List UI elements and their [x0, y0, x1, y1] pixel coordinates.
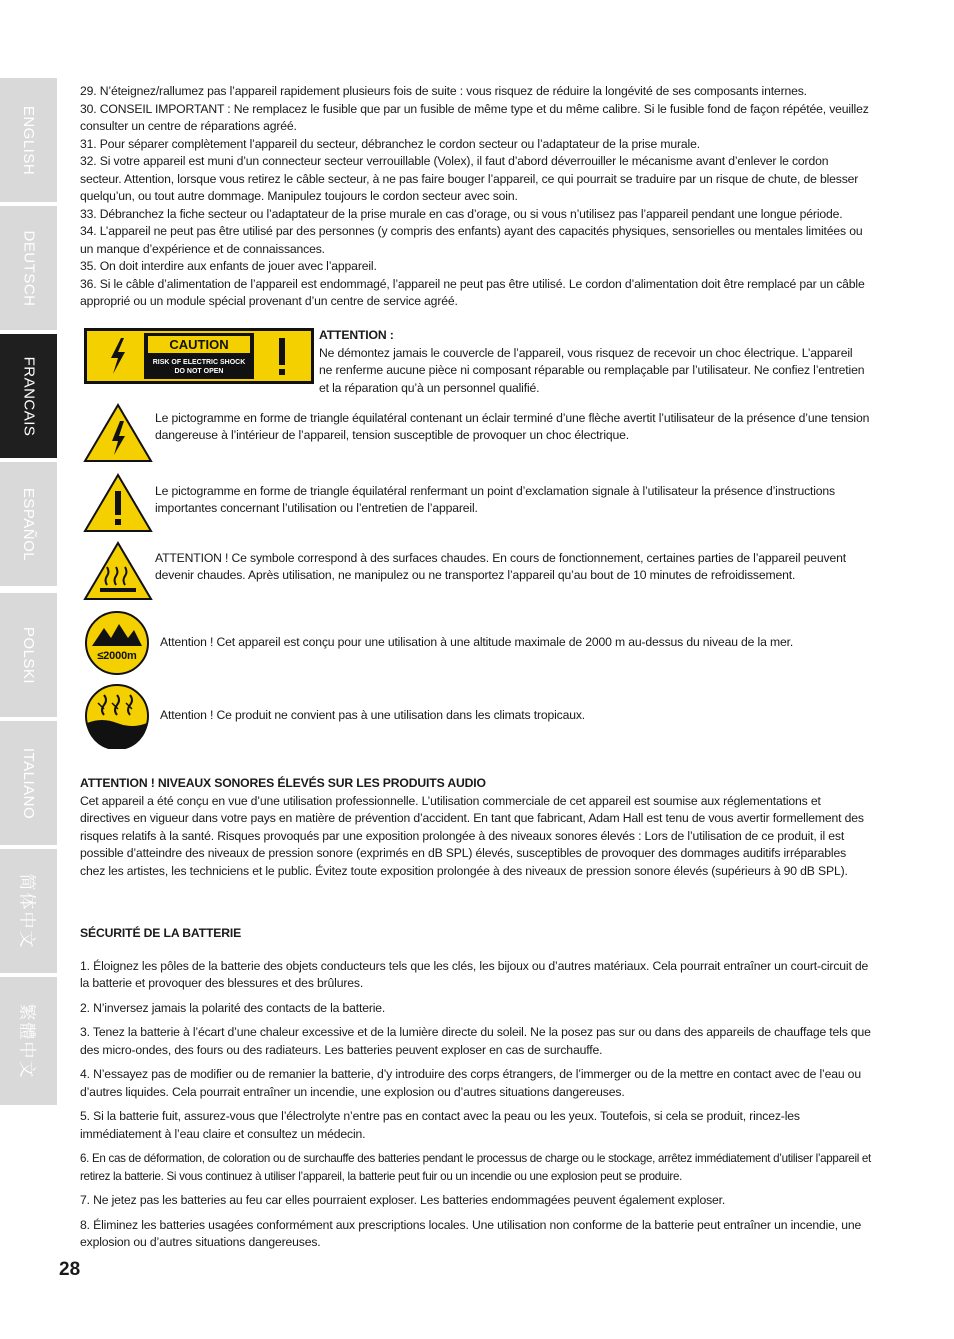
lightning-warning-icon — [83, 403, 153, 463]
hot-surface-icon — [83, 541, 153, 601]
symbol-text-hot: ATTENTION ! Ce symbole correspond à des surfaces chaudes. En cours de fonctionnement, certaines parties de l’appareil peuvent devenir chaudes. Après utilisation, ne manipulez ou ne transportez l’appareil qu’au bout de 10 minutes de refroidissement. — [155, 550, 846, 582]
safety-item: 35. On doit interdire aux enfants de jouer avec l’appareil. — [80, 259, 377, 273]
tab-deutsch[interactable] — [0, 206, 57, 330]
safety-item: 29. N’éteignez/rallumez pas l’appareil rapidement plusieurs fois de suite : vous risquez de réduire la longévité de ses composants internes. — [80, 84, 807, 98]
battery-item: 1. Éloignez les pôles de la batterie des objets conducteurs tels que les clés, les bijoux ou d’autres matériaux. Cela pourrait entraîner un court-circuit de la batterie et provoquer des blessures et des brûlures. — [80, 958, 869, 990]
battery-item: 8. Éliminez les batteries usagées conformément aux prescriptions locales. Une utilisation non conforme de la batterie peut entraîner un incendie, une explosion ou d’autres situations dangereuses. — [80, 1217, 862, 1249]
altitude-badge: ≤2000m — [97, 650, 137, 662]
safety-item: 33. Débranchez la fiche secteur ou l’adaptateur de la prise murale en cas d’orage, ou si vous n’utilisez pas l’appareil pendant une longue période. — [80, 206, 843, 221]
battery-item: 5. Si la batterie fuit, assurez-vous que l’électrolyte n’entre pas en contact avec la peau ou les yeux. Toutefois, si cela se produit, rincez-les immédiatement à l’eau claire et consultez un médecin. — [80, 1109, 800, 1141]
tab-label: POLSKI — [20, 626, 38, 684]
tropical-climate-icon — [84, 683, 150, 749]
symbol-row-hot — [80, 541, 872, 601]
caution-title: CAUTION — [169, 337, 229, 352]
symbol-row-lightning — [80, 403, 872, 463]
attention-block — [319, 327, 867, 397]
sound-level-section — [80, 775, 872, 880]
battery-item: 7. Ne jetez pas les batteries au feu car elles pourraient exploser. Les batteries endommagées peuvent également exploser. — [80, 1193, 726, 1207]
exclamation-warning-icon — [83, 473, 153, 533]
attention-title: ATTENTION : — [319, 328, 394, 342]
attention-text: Ne démontez jamais le couvercle de l’appareil, vous risquez de recevoir un choc électrique. L’appareil ne renferme aucune pièce ni composant réparable ou remplaçable par l’utilisateur. Ne confiez l’entretien et la réparation qu’à un personnel qualifié. — [319, 345, 865, 395]
battery-item: 2. N’inversez jamais la polarité des contacts de la batterie. — [80, 1000, 386, 1015]
safety-item: 30. CONSEIL IMPORTANT : Ne remplacez le fusible que par un fusible de même type et du même calibre. Si le fusible fond de façon répétée, veuillez consulter un centre de réparations agréé. — [80, 101, 869, 133]
battery-item: 3. Tenez la batterie à l’écart d’une chaleur excessive et de la lumière directe du soleil. Ne la posez pas sur ou dans des appareils de chauffage tels que des micro-ondes, des fours ou des radiateurs. Les batteries peuvent exploser en cas de surchauffe. — [80, 1025, 871, 1057]
symbol-text-tropical: Attention ! Ce produit ne convient pas à une utilisation dans les climats tropicaux. — [160, 708, 586, 723]
battery-title: SÉCURITÉ DE LA BATTERIE — [80, 926, 242, 940]
tab-label: FRANCAIS — [20, 356, 37, 436]
caution-line-1: RISK OF ELECTRIC SHOCK — [152, 359, 246, 366]
symbol-row-exclamation — [80, 473, 872, 533]
tab-label: 繁體中文 — [16, 1003, 36, 1079]
sound-level-text: Cet appareil a été conçu en vue d’une utilisation professionnelle. L’utilisation commerciale de cet appareil est soumise aux réglementations et directives en vigueur dans votre pays en matière de prévention d’accident. En tant que fabricant, Adam Hall est tenu de vous avertir formellement des risques relatifs à la santé. Risques provoqués par une exposition prolongée à des niveaux sonores élevés : Lors de l’utilisation de ce produit, il est possible d’atteindre des niveaux de pression sonore (exprimés en dB SPL) élevés, susceptibles de provoquer des dommages auditifs irréparables chez les artistes, les techniciens et le public. Évitez toute exposition prolongée à des niveaux de pression sonore élevés (supérieurs à 90 dB SPL). — [80, 793, 864, 878]
tab-italiano[interactable] — [0, 721, 57, 845]
tab-espanol[interactable] — [0, 462, 57, 586]
mountain-icon — [84, 610, 150, 676]
safety-item: 34. L’appareil ne peut pas être utilisé par des personnes (y compris des enfants) ayant des capacités physiques, sensorielles ou mentales limitées ou un manque d’expérience et de connaissances. — [80, 224, 863, 256]
battery-item: 6. En cas de déformation, de coloration ou de surchauffe des batteries pendant le processus de charge ou le stockage, arrêtez immédiatement d’utiliser l’appareil et retirez la batterie. Si vous continuez à utiliser l’appareil, la batterie peut fuir ou un incendie ou une explosion peut se produire. — [80, 1152, 871, 1183]
safety-instructions — [80, 83, 872, 311]
safety-item: 31. Pour séparer complètement l’appareil du secteur, débranchez le cordon secteur ou l’adaptateur de la prise murale. — [80, 136, 700, 151]
tab-label: ITALIANO — [20, 747, 37, 819]
battery-item: 4. N’essayez pas de modifier ou de remanier la batterie, d’y introduire des corps étrangers, de l’immerger ou de la mettre en contact avec de l’eau ou d’autres liquides. Cela pourrait entraîner un incendie, une explosion ou d’autres situations dangereuses. — [80, 1067, 861, 1099]
tab-english[interactable] — [0, 78, 57, 202]
tab-francais[interactable] — [0, 334, 57, 458]
symbol-text-lightning: Le pictogramme en forme de triangle équilatéral contenant un éclair terminé d’une flèche avertit l’utilisateur de la présence d’une tension dangereuse à l’intérieur de l’appareil, tension susceptible de provoquer un choc électrique. — [155, 410, 870, 442]
safety-item: 32. Si votre appareil est muni d’un connecteur secteur verrouillable (Volex), il faut d’abord déverrouiller le mécanisme avant d’enlever le cordon secteur. Attention, lorsque vous retirez le câble secteur, à ne pas faire bouger l’appareil, ce qui pourrait se traduire par un risque de chute, de blesser quelqu’un, ou tout autre dommage. Manipulez toujours le cordon secteur avec soin. — [80, 154, 859, 203]
caution-line-2: DO NOT OPEN — [174, 368, 224, 375]
battery-section — [80, 925, 872, 1259]
caution-label — [84, 328, 314, 384]
tab-label: ESPAÑOL — [20, 487, 37, 561]
safety-item: 36. Si le câble d’alimentation de l’appareil est endommagé, l’appareil ne peut pas être utilisé. Le cordon d’alimentation doit être remplacé par un câble approprié ou un module spécial provenant d’un centre de service agréé. — [80, 276, 865, 308]
tab-label: DEUTSCH — [20, 229, 38, 307]
sound-level-title: ATTENTION ! NIVEAUX SONORES ÉLEVÉS SUR LES PRODUITS AUDIO — [80, 776, 486, 790]
tab-label: ENGLISH — [20, 105, 38, 175]
tab-label: 简体中文 — [16, 873, 36, 949]
altitude-icon — [84, 610, 150, 676]
symbol-row-tropical — [80, 683, 872, 749]
tab-polski[interactable] — [0, 593, 57, 717]
tab-simplified-chinese[interactable] — [0, 849, 57, 973]
page-number: 28 — [59, 1259, 81, 1280]
symbol-text-exclamation: Le pictogramme en forme de triangle équilatéral renfermant un point d’exclamation signale à l’utilisateur la présence d’instructions importantes concernant l’utilisation ou l’entretien de l’appareil. — [155, 483, 836, 515]
symbol-row-altitude — [80, 610, 872, 676]
symbol-text-altitude: Attention ! Cet appareil est conçu pour une utilisation à une altitude maximale de 2000 m au-dessus du niveau de la mer. — [160, 635, 794, 650]
tab-traditional-chinese[interactable] — [0, 977, 57, 1105]
